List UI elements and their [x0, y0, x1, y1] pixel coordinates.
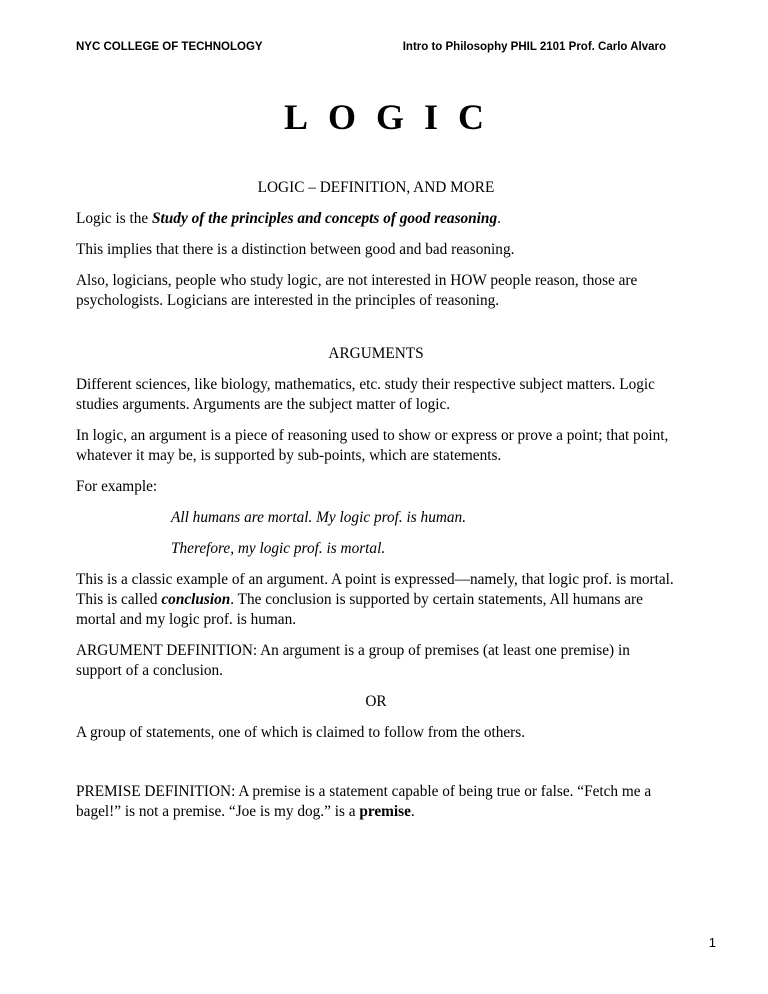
section-heading-logic: LOGIC – DEFINITION, AND MORE: [257, 179, 495, 196]
example-conclusion: Therefore, my logic prof. is mortal.: [171, 540, 386, 557]
section-heading-arguments: ARGUMENTS: [328, 345, 424, 362]
paragraph-for-example: For example:: [76, 478, 158, 495]
page-number: 1: [708, 935, 716, 950]
argument-definition: ARGUMENT DEFINITION: An argument is a group of premises (at least one premise) in support of a conclusion.: [76, 642, 630, 679]
premise-term: premise: [359, 803, 411, 820]
paragraph-logic-definition: Logic is the Study of the principles and concepts of good reasoning.: [76, 210, 501, 227]
conclusion-term: conclusion: [161, 591, 231, 608]
paragraph-classic-example: This is a classic example of an argument. A point is expressed—namely, that logic prof. is mortal. This is called conclusion. The conclusion is supported by certain statements, All humans are mortal and my logic prof. is human.: [76, 571, 674, 628]
paragraph-sciences: Different sciences, like biology, mathematics, etc. study their respective subject matters. Logic studies arguments. Arguments are the subject matter of logic.: [76, 376, 655, 413]
paragraph-logicians: Also, logicians, people who study logic, are not interested in HOW people reason, those are psychologists. Logicians are interested in the principles of reasoning.: [76, 272, 638, 309]
document-body: [76, 178, 676, 833]
paragraph-argument-meaning: In logic, an argument is a piece of reasoning used to show or express or prove a point; that point, whatever it may be, is supported by sub-points, which are statements.: [76, 427, 669, 464]
premise-definition: PREMISE DEFINITION: A premise is a statement capable of being true or false. “Fetch me a bagel!” is not a premise. “Joe is my dog.” is a premise.: [76, 783, 652, 820]
or-separator: OR: [365, 693, 387, 710]
header-course: Intro to Philosophy PHIL 2101 Prof. Carlo Alvaro: [402, 41, 666, 53]
page-title: LOGIC: [283, 97, 505, 137]
header-institution: NYC COLLEGE OF TECHNOLOGY: [76, 41, 263, 53]
argument-definition-alt: A group of statements, one of which is claimed to follow from the others.: [76, 724, 526, 741]
example-premises: All humans are mortal. My logic prof. is human.: [171, 509, 467, 526]
logic-definition-emphasis: Study of the principles and concepts of good reasoning: [152, 210, 498, 227]
paragraph-distinction: This implies that there is a distinction between good and bad reasoning.: [76, 241, 515, 258]
